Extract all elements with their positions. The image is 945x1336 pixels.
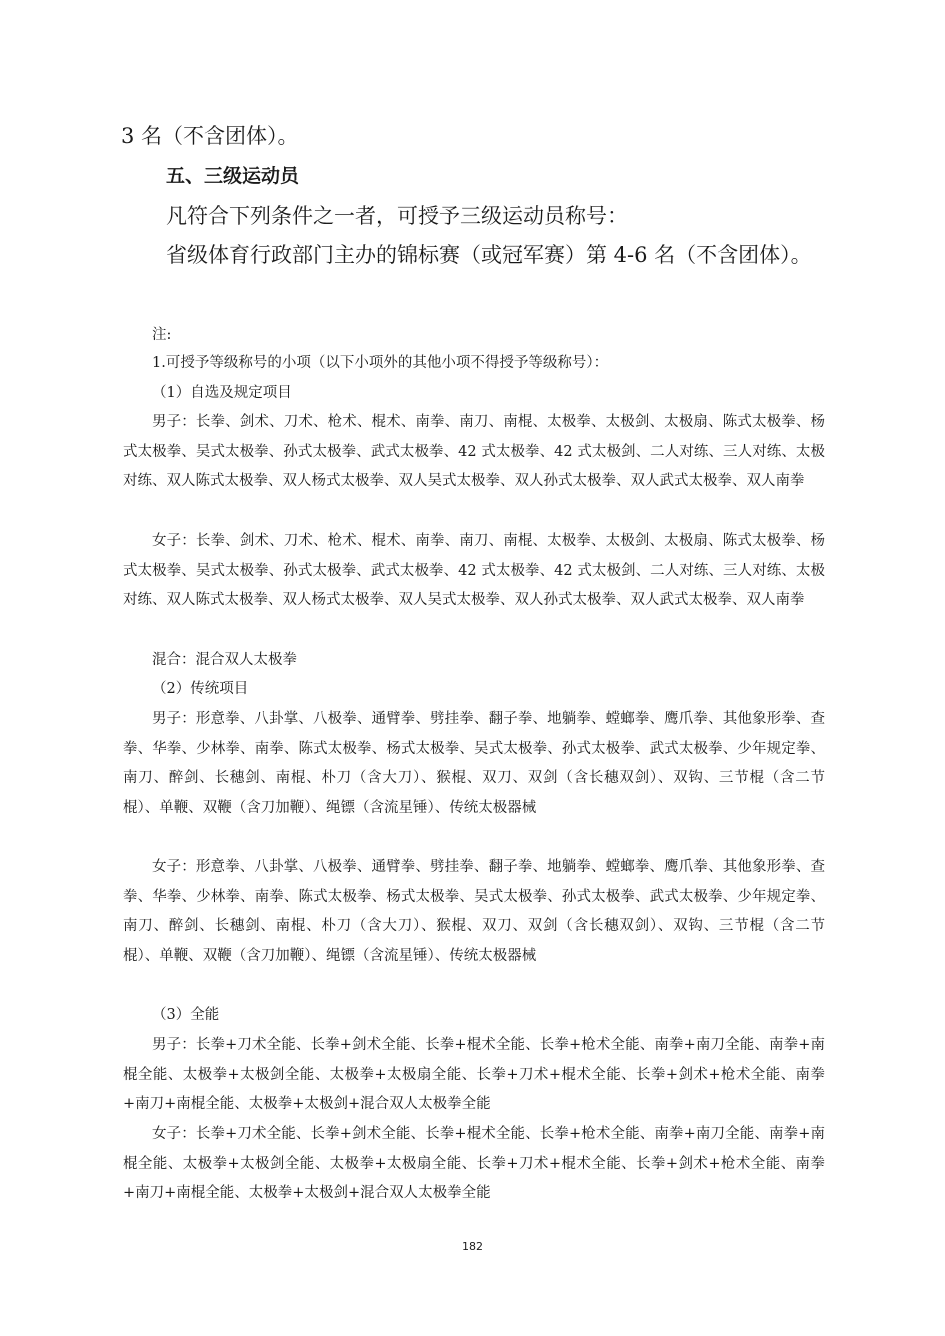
notes-title: 注: [152, 327, 172, 343]
section-2-title: （2）传统项目 [152, 681, 249, 697]
text-line-1: 3 名（不含团体）。 [121, 124, 299, 148]
section-2-female: 女子：形意拳、八卦掌、八极拳、通臂拳、劈挂拳、翻子拳、地躺拳、螳螂拳、鹰爪拳、其他象形拳、查拳、华拳、少林拳、南拳、陈式太极拳、杨式太极拳、吴式太极拳、孙式太极拳、武式太极拳、少年规定拳、南刀、醉剑、长穗剑、南棍、朴刀（含大刀）、猴棍、双刀、双剑（含长穗双剑）、双钩、三节棍（含二节棍）、单鞭、双鞭（含刀加鞭）、绳镖（含流星锤）、传统太极器械 [123, 859, 825, 965]
page-number: 182 [462, 1240, 483, 1253]
section-3-title: （3）全能 [152, 1007, 220, 1023]
notes-item-1: 1.可授予等级称号的小项（以下小项外的其他小项不得授予等级称号）： [152, 355, 609, 371]
section-3-male: 男子：长拳+刀术全能、长拳+剑术全能、长拳+棍术全能、长拳+枪术全能、南拳+南刀全能、南拳+南棍全能、太极拳+太极剑全能、太极拳+太极扇全能、长拳+刀术+棍术全能、长拳+剑术+枪术全能、南拳+南刀+南棍全能、太极拳+太极剑+混合双人太极拳全能 [123, 1037, 825, 1113]
section-1-mixed: 混合：混合双人太极拳 [152, 652, 297, 668]
text-line-2: 凡符合下列条件之一者，可授予三级运动员称号： [166, 204, 628, 228]
text-line-3: 省级体育行政部门主办的锦标赛（或冠军赛）第 4-6 名（不含团体）。 [166, 243, 812, 267]
section-3-female: 女子：长拳+刀术全能、长拳+剑术全能、长拳+棍术全能、长拳+枪术全能、南拳+南刀全能、南拳+南棍全能、太极拳+太极剑全能、太极拳+太极扇全能、长拳+刀术+棍术全能、长拳+剑术+枪术全能、南拳+南刀+南棍全能、太极拳+太极剑+混合双人太极拳全能 [123, 1126, 825, 1202]
section-2-male: 男子：形意拳、八卦掌、八极拳、通臂拳、劈挂拳、翻子拳、地躺拳、螳螂拳、鹰爪拳、其他象形拳、查拳、华拳、少林拳、南拳、陈式太极拳、杨式太极拳、吴式太极拳、孙式太极拳、武式太极拳、少年规定拳、南刀、醉剑、长穗剑、南棍、朴刀（含大刀）、猴棍、双刀、双剑（含长穗双剑）、双钩、三节棍（含二节棍）、单鞭、双鞭（含刀加鞭）、绳镖（含流星锤）、传统太极器械 [123, 711, 825, 817]
section-1-title: （1）自选及规定项目 [152, 385, 292, 401]
section-heading: 五、三级运动员 [166, 165, 300, 187]
section-1-male: 男子：长拳、剑术、刀术、枪术、棍术、南拳、南刀、南棍、太极拳、太极剑、太极扇、陈式太极拳、杨式太极拳、吴式太极拳、孙式太极拳、武式太极拳、42 式太极拳、42 式太极剑、二人对练、三人对练、太极对练、双人陈式太极拳、双人杨式太极拳、双人吴式太极拳、双人孙式太极拳、双人武式太极拳、双人南拳 [123, 414, 825, 490]
section-1-female: 女子：长拳、剑术、刀术、枪术、棍术、南拳、南刀、南棍、太极拳、太极剑、太极扇、陈式太极拳、杨式太极拳、吴式太极拳、孙式太极拳、武式太极拳、42 式太极拳、42 式太极剑、二人对练、三人对练、太极对练、双人陈式太极拳、双人杨式太极拳、双人吴式太极拳、双人孙式太极拳、双人武式太极拳、双人南拳 [123, 533, 825, 609]
